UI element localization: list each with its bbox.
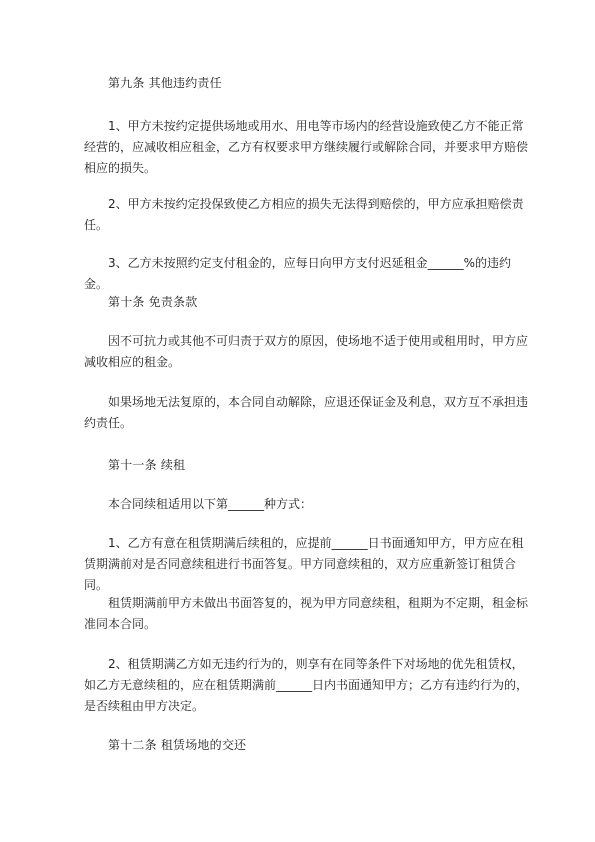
paragraph: 1、甲方未按约定提供场地或用水、用电等市场内的经营设施致使乙方不能正常经营的，应减收相应租金，乙方有权要求甲方继续履行或解除合同，并要求甲方赔偿相应的损失。 <box>84 119 529 175</box>
paragraph: 1、乙方有意在租赁期满后续租的，应提前______日书面通知甲方，甲方应在租赁期满前对是否同意续租进行书面答复。甲方同意续租的，双方应重新签订租赁合同。 <box>84 536 524 592</box>
paragraph: 3、乙方未按照约定支付租金的，应每日向甲方支付迟延租金______%的违约金。 <box>84 256 512 291</box>
paragraph: 本合同续租适用以下第______种方式： <box>108 497 313 511</box>
section-heading-10: 第十条 免责条款 <box>108 295 198 309</box>
paragraph: 如果场地无法复原的，本合同自动解除，应退还保证金及利息，双方互不承担违约责任。 <box>84 395 529 430</box>
paragraph: 租赁期满前甲方未做出书面答复的，视为甲方同意续租，租期为不定期，租金标准同本合同。 <box>84 596 529 631</box>
paragraph: 因不可抗力或其他不可归责于双方的原因，使场地不适于使用或租用时，甲方应减收相应的租金。 <box>84 334 529 369</box>
section-heading-9: 第九条 其他违约责任 <box>108 76 222 90</box>
section-heading-11: 第十一条 续租 <box>108 458 186 472</box>
paragraph: 2、租赁期满乙方如无违约行为的，则享有在同等条件下对场地的优先租赁权，如乙方无意续租的，应在租赁期满前______日内书面通知甲方；乙方有违约行为的，是否续租由甲方决定。 <box>84 657 529 713</box>
paragraph: 2、甲方未按约定投保致使乙方相应的损失无法得到赔偿的，甲方应承担赔偿责任。 <box>84 197 524 232</box>
section-heading-12: 第十二条 租赁场地的交还 <box>108 738 247 752</box>
